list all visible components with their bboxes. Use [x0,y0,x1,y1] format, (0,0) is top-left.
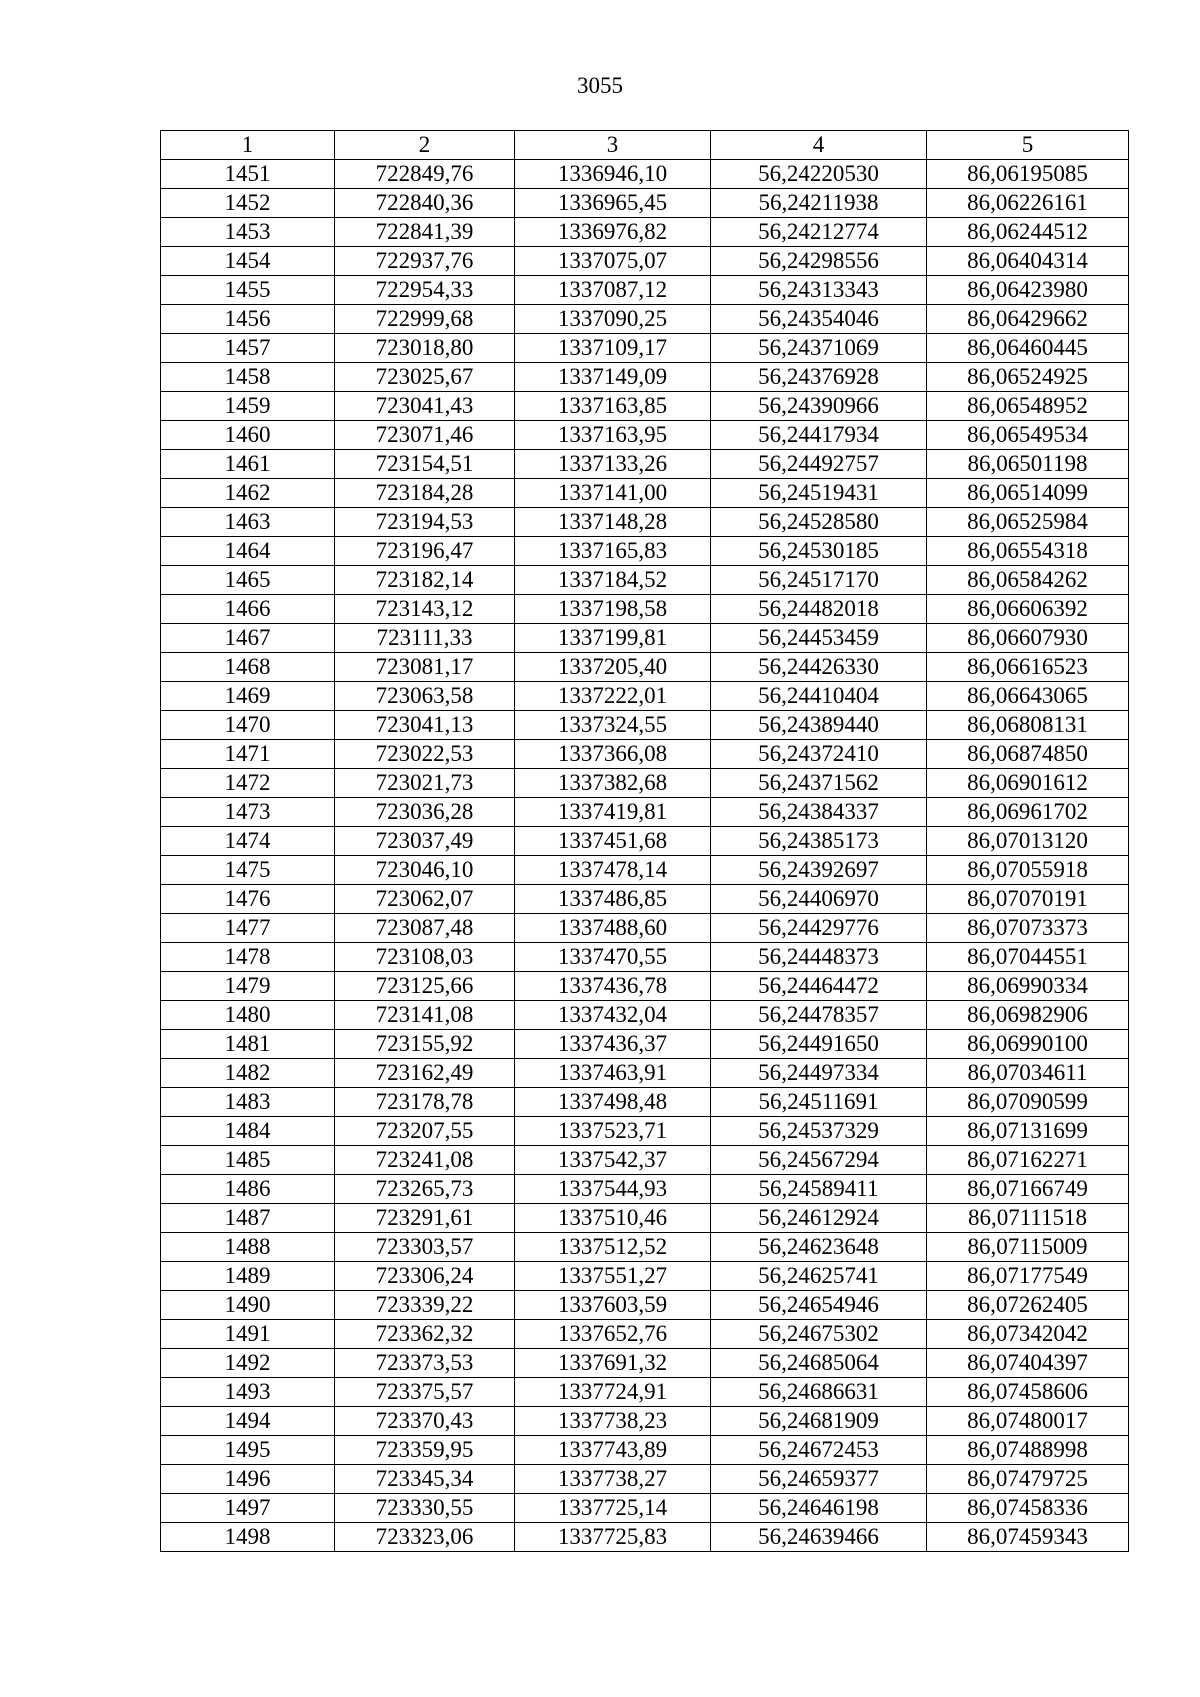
table-cell: 86,06606392 [927,595,1129,624]
table-cell: 723041,13 [335,711,515,740]
table-cell: 1453 [161,218,335,247]
table-cell: 1337488,60 [515,914,711,943]
table-cell: 56,24675302 [711,1320,927,1349]
table-cell: 1337512,52 [515,1233,711,1262]
table-cell: 1337163,85 [515,392,711,421]
table-cell: 1337542,37 [515,1146,711,1175]
table-cell: 56,24537329 [711,1117,927,1146]
table-cell: 1337451,68 [515,827,711,856]
table-cell: 56,24646198 [711,1494,927,1523]
table-cell: 56,24517170 [711,566,927,595]
header-cell: 4 [711,131,927,160]
table-cell: 1497 [161,1494,335,1523]
table-row [161,1001,1129,1030]
table-cell: 1337109,17 [515,334,711,363]
table-cell: 1485 [161,1146,335,1175]
table-cell: 86,06524925 [927,363,1129,392]
table-cell: 56,24298556 [711,247,927,276]
table-cell: 86,06607930 [927,624,1129,653]
table-cell: 1337324,55 [515,711,711,740]
table-cell: 56,24685064 [711,1349,927,1378]
table-cell: 1337198,58 [515,595,711,624]
table-cell: 56,24482018 [711,595,927,624]
table-cell: 56,24429776 [711,914,927,943]
table-cell: 86,07073373 [927,914,1129,943]
table-row [161,624,1129,653]
table-cell: 56,24372410 [711,740,927,769]
table-cell: 56,24491650 [711,1030,927,1059]
table-cell: 723291,61 [335,1204,515,1233]
table-cell: 56,24426330 [711,653,927,682]
table-row [161,1059,1129,1088]
table-row [161,1175,1129,1204]
table-cell: 723021,73 [335,769,515,798]
table-cell: 86,07090599 [927,1088,1129,1117]
table-cell: 1337165,83 [515,537,711,566]
table-cell: 1484 [161,1117,335,1146]
table-cell: 86,07404397 [927,1349,1129,1378]
table-cell: 1337738,23 [515,1407,711,1436]
table-cell: 1337436,78 [515,972,711,1001]
table-cell: 86,07044551 [927,943,1129,972]
table-cell: 1488 [161,1233,335,1262]
table-cell: 723025,67 [335,363,515,392]
table-header [161,131,1129,160]
table-cell: 56,24478357 [711,1001,927,1030]
table-cell: 1470 [161,711,335,740]
header-cell: 5 [927,131,1129,160]
table-cell: 1463 [161,508,335,537]
table-cell: 56,24492757 [711,450,927,479]
table-cell: 1337691,32 [515,1349,711,1378]
table-cell: 723022,53 [335,740,515,769]
table-cell: 723194,53 [335,508,515,537]
table-row [161,798,1129,827]
table-row [161,914,1129,943]
table-cell: 1492 [161,1349,335,1378]
table-cell: 1337523,71 [515,1117,711,1146]
table-cell: 56,24376928 [711,363,927,392]
table-cell: 1337436,37 [515,1030,711,1059]
table-cell: 86,07262405 [927,1291,1129,1320]
table-cell: 1479 [161,972,335,1001]
table-row [161,1407,1129,1436]
table-cell: 723037,49 [335,827,515,856]
table-cell: 1467 [161,624,335,653]
table-cell: 1337738,27 [515,1465,711,1494]
table-row [161,711,1129,740]
table-row [161,1465,1129,1494]
table-cell: 1493 [161,1378,335,1407]
table-cell: 1469 [161,682,335,711]
table-cell: 56,24313343 [711,276,927,305]
table-cell: 86,07131699 [927,1117,1129,1146]
table-row [161,653,1129,682]
table-cell: 723178,78 [335,1088,515,1117]
table-cell: 86,06525984 [927,508,1129,537]
table-cell: 56,24406970 [711,885,927,914]
table-cell: 1337199,81 [515,624,711,653]
table-cell: 723155,92 [335,1030,515,1059]
table-cell: 86,06982906 [927,1001,1129,1030]
table-row [161,827,1129,856]
table-cell: 56,24528580 [711,508,927,537]
table-cell: 1459 [161,392,335,421]
table-cell: 1337478,14 [515,856,711,885]
table-cell: 56,24384337 [711,798,927,827]
table-cell: 723141,08 [335,1001,515,1030]
table-cell: 1498 [161,1523,335,1552]
table-cell: 86,07013120 [927,827,1129,856]
table-cell: 1337205,40 [515,653,711,682]
table-cell: 723323,06 [335,1523,515,1552]
table-cell: 723108,03 [335,943,515,972]
table-cell: 86,06514099 [927,479,1129,508]
table-row [161,740,1129,769]
table-cell: 86,06584262 [927,566,1129,595]
table-cell: 1481 [161,1030,335,1059]
table-cell: 56,24212774 [711,218,927,247]
table-cell: 723182,14 [335,566,515,595]
table-cell: 1337148,28 [515,508,711,537]
table-cell: 1495 [161,1436,335,1465]
table-row [161,769,1129,798]
table-cell: 56,24392697 [711,856,927,885]
table-cell: 1475 [161,856,335,885]
table-cell: 723196,47 [335,537,515,566]
header-cell: 3 [515,131,711,160]
table-cell: 1337419,81 [515,798,711,827]
table-cell: 1337603,59 [515,1291,711,1320]
table-cell: 1336965,45 [515,189,711,218]
table-cell: 86,07034611 [927,1059,1129,1088]
table-cell: 56,24519431 [711,479,927,508]
table-cell: 56,24453459 [711,624,927,653]
table-cell: 56,24686631 [711,1378,927,1407]
table-cell: 86,06423980 [927,276,1129,305]
table-cell: 1337652,76 [515,1320,711,1349]
table-cell: 1471 [161,740,335,769]
table-cell: 722999,68 [335,305,515,334]
table-cell: 56,24390966 [711,392,927,421]
table-cell: 86,06961702 [927,798,1129,827]
table-cell: 56,24623648 [711,1233,927,1262]
table-cell: 1466 [161,595,335,624]
table-cell: 86,07177549 [927,1262,1129,1291]
table-row [161,1088,1129,1117]
table-cell: 86,07111518 [927,1204,1129,1233]
table-cell: 86,06548952 [927,392,1129,421]
table-cell: 56,24497334 [711,1059,927,1088]
table-cell: 86,07488998 [927,1436,1129,1465]
table-cell: 1337725,14 [515,1494,711,1523]
table-cell: 1462 [161,479,335,508]
table-cell: 1455 [161,276,335,305]
table-cell: 1337544,93 [515,1175,711,1204]
table-cell: 56,24589411 [711,1175,927,1204]
table-row [161,421,1129,450]
table-row [161,479,1129,508]
table-cell: 723162,49 [335,1059,515,1088]
table-cell: 1486 [161,1175,335,1204]
table-cell: 56,24448373 [711,943,927,972]
table-row [161,537,1129,566]
table-cell: 723041,43 [335,392,515,421]
table-row [161,1349,1129,1378]
table-cell: 723370,43 [335,1407,515,1436]
table-cell: 86,06195085 [927,160,1129,189]
table-cell: 86,06404314 [927,247,1129,276]
table-cell: 86,07070191 [927,885,1129,914]
table-cell: 723046,10 [335,856,515,885]
table-cell: 723087,48 [335,914,515,943]
table-cell: 1337470,55 [515,943,711,972]
table-cell: 56,24639466 [711,1523,927,1552]
table-cell: 86,07479725 [927,1465,1129,1494]
table-cell: 1473 [161,798,335,827]
table-cell: 56,24354046 [711,305,927,334]
table-cell: 723339,22 [335,1291,515,1320]
table-cell: 86,06501198 [927,450,1129,479]
table-cell: 723241,08 [335,1146,515,1175]
table-cell: 723081,17 [335,653,515,682]
table-cell: 723330,55 [335,1494,515,1523]
table-cell: 1337743,89 [515,1436,711,1465]
table-row [161,1262,1129,1291]
table-cell: 56,24612924 [711,1204,927,1233]
page-number: 3055 [577,73,623,98]
table-cell: 1337382,68 [515,769,711,798]
table-row [161,1233,1129,1262]
table-cell: 86,07480017 [927,1407,1129,1436]
table-cell: 56,24371069 [711,334,927,363]
table-cell: 723111,33 [335,624,515,653]
table-cell: 723154,51 [335,450,515,479]
table-row [161,450,1129,479]
table-cell: 723362,32 [335,1320,515,1349]
table-cell: 86,06554318 [927,537,1129,566]
table-row [161,595,1129,624]
table-cell: 56,24464472 [711,972,927,1001]
table-cell: 723303,57 [335,1233,515,1262]
table-cell: 1337184,52 [515,566,711,595]
table-cell: 1337551,27 [515,1262,711,1291]
table-cell: 723373,53 [335,1349,515,1378]
table-cell: 1496 [161,1465,335,1494]
table-cell: 86,07342042 [927,1320,1129,1349]
table-cell: 1487 [161,1204,335,1233]
table-cell: 723125,66 [335,972,515,1001]
table-cell: 723071,46 [335,421,515,450]
table-cell: 86,07115009 [927,1233,1129,1262]
table-cell: 1494 [161,1407,335,1436]
table-cell: 56,24417934 [711,421,927,450]
table-cell: 1336946,10 [515,160,711,189]
table-row [161,682,1129,711]
table-cell: 56,24511691 [711,1088,927,1117]
table-cell: 56,24681909 [711,1407,927,1436]
table-cell: 1337724,91 [515,1378,711,1407]
table-cell: 1460 [161,421,335,450]
table-cell: 1337163,95 [515,421,711,450]
table-cell: 56,24410404 [711,682,927,711]
table-cell: 86,07458606 [927,1378,1129,1407]
table-cell: 86,06616523 [927,653,1129,682]
table-cell: 722841,39 [335,218,515,247]
table-row [161,1523,1129,1552]
table-row [161,276,1129,305]
table-cell: 1483 [161,1088,335,1117]
table-cell: 1337133,26 [515,450,711,479]
table-cell: 1472 [161,769,335,798]
table-cell: 86,06643065 [927,682,1129,711]
table-row [161,247,1129,276]
table-row [161,972,1129,1001]
table-cell: 723345,34 [335,1465,515,1494]
table-cell: 1474 [161,827,335,856]
table-cell: 723062,07 [335,885,515,914]
table-cell: 722937,76 [335,247,515,276]
table-cell: 1482 [161,1059,335,1088]
table-cell: 86,06549534 [927,421,1129,450]
table-cell: 86,07166749 [927,1175,1129,1204]
table-cell: 1337141,00 [515,479,711,508]
table-cell: 1451 [161,160,335,189]
table-cell: 1337366,08 [515,740,711,769]
table-cell: 1464 [161,537,335,566]
table-cell: 1465 [161,566,335,595]
table-cell: 1458 [161,363,335,392]
table-cell: 1489 [161,1262,335,1291]
table-cell: 86,06990334 [927,972,1129,1001]
table-cell: 56,24385173 [711,827,927,856]
table-cell: 722954,33 [335,276,515,305]
table-cell: 1457 [161,334,335,363]
table-row [161,392,1129,421]
table-row [161,885,1129,914]
table-cell: 1337087,12 [515,276,711,305]
table-cell: 56,24672453 [711,1436,927,1465]
table-cell: 1491 [161,1320,335,1349]
table-cell: 1468 [161,653,335,682]
table-cell: 1476 [161,885,335,914]
table-cell: 56,24220530 [711,160,927,189]
table-cell: 86,06901612 [927,769,1129,798]
table-row [161,1378,1129,1407]
table-cell: 86,06874850 [927,740,1129,769]
table-cell: 86,07459343 [927,1523,1129,1552]
table-cell: 86,07162271 [927,1146,1129,1175]
table-cell: 1461 [161,450,335,479]
table-cell: 86,06808131 [927,711,1129,740]
table-row [161,943,1129,972]
table-cell: 1337432,04 [515,1001,711,1030]
table-row [161,1030,1129,1059]
table-row [161,305,1129,334]
table-cell: 86,07458336 [927,1494,1129,1523]
table-cell: 56,24211938 [711,189,927,218]
table-cell: 56,24567294 [711,1146,927,1175]
table-row [161,1117,1129,1146]
table-row [161,160,1129,189]
table-cell: 723375,57 [335,1378,515,1407]
table-cell: 86,06429662 [927,305,1129,334]
table-cell: 1480 [161,1001,335,1030]
table-cell: 723207,55 [335,1117,515,1146]
table-row [161,1146,1129,1175]
table-cell: 56,24625741 [711,1262,927,1291]
table-cell: 56,24530185 [711,537,927,566]
table-cell: 56,24371562 [711,769,927,798]
table-body [161,160,1129,1552]
table-cell: 1336976,82 [515,218,711,247]
table-cell: 723018,80 [335,334,515,363]
table-cell: 722849,76 [335,160,515,189]
table-cell: 1490 [161,1291,335,1320]
table-cell: 1337075,07 [515,247,711,276]
table-cell: 723036,28 [335,798,515,827]
table-cell: 1456 [161,305,335,334]
table-cell: 86,06226161 [927,189,1129,218]
header-cell: 2 [335,131,515,160]
table-cell: 723143,12 [335,595,515,624]
table-row [161,1204,1129,1233]
table-cell: 722840,36 [335,189,515,218]
table-row [161,1436,1129,1465]
table-cell: 1337498,48 [515,1088,711,1117]
header-row [161,131,1129,160]
table-cell: 723184,28 [335,479,515,508]
coordinates-table [160,130,1129,1552]
table-cell: 1337486,85 [515,885,711,914]
table-row [161,1494,1129,1523]
table-row [161,334,1129,363]
table-cell: 56,24389440 [711,711,927,740]
table-row [161,1320,1129,1349]
table-cell: 86,06990100 [927,1030,1129,1059]
table-row [161,856,1129,885]
table-cell: 1337090,25 [515,305,711,334]
table-cell: 723265,73 [335,1175,515,1204]
table-cell: 86,07055918 [927,856,1129,885]
table-cell: 1478 [161,943,335,972]
table-cell: 56,24659377 [711,1465,927,1494]
table-cell: 1337463,91 [515,1059,711,1088]
table-row [161,566,1129,595]
table-row [161,189,1129,218]
table-cell: 1337222,01 [515,682,711,711]
table-row [161,508,1129,537]
table-cell: 1337725,83 [515,1523,711,1552]
table-cell: 1337510,46 [515,1204,711,1233]
table-cell: 723359,95 [335,1436,515,1465]
table-cell: 1477 [161,914,335,943]
table-cell: 86,06460445 [927,334,1129,363]
header-cell: 1 [161,131,335,160]
table-cell: 1337149,09 [515,363,711,392]
table-cell: 86,06244512 [927,218,1129,247]
table-row [161,1291,1129,1320]
table-cell: 1454 [161,247,335,276]
table-row [161,363,1129,392]
table-row [161,218,1129,247]
table-cell: 56,24654946 [711,1291,927,1320]
table-cell: 723063,58 [335,682,515,711]
table-cell: 723306,24 [335,1262,515,1291]
table-cell: 1452 [161,189,335,218]
